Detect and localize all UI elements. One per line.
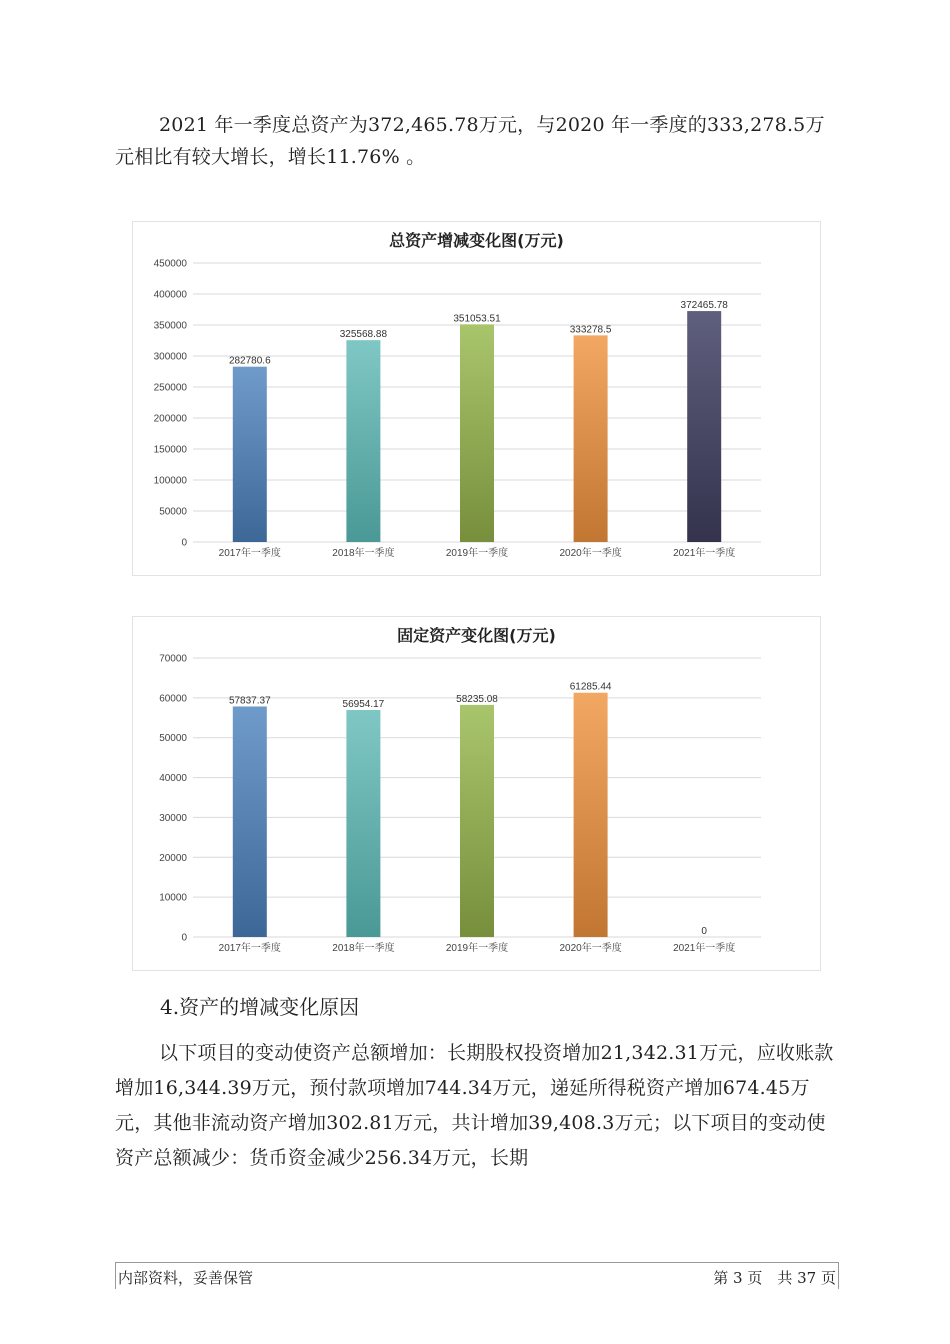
x-tick-label: 2019年一季度	[445, 943, 509, 954]
bar	[687, 311, 721, 542]
y-tick-label: 20000	[159, 852, 187, 864]
y-tick-label: 400000	[153, 289, 187, 301]
bar	[233, 367, 267, 542]
data-label: 58235.08	[456, 693, 498, 705]
data-label: 351053.51	[453, 313, 501, 325]
y-tick-label: 10000	[159, 892, 187, 904]
page-footer	[115, 1262, 839, 1289]
bar	[460, 705, 494, 937]
chart-title: 固定资产变化图(万元)	[397, 626, 556, 645]
data-label: 56954.17	[342, 698, 385, 710]
y-tick-label: 350000	[153, 320, 187, 332]
data-label: 325568.88	[339, 329, 388, 341]
data-label: 282780.6	[228, 355, 271, 367]
data-label: 372465.78	[680, 300, 728, 312]
y-tick-label: 60000	[159, 693, 187, 705]
y-tick-label: 250000	[153, 382, 187, 394]
bar	[346, 340, 380, 542]
reason-paragraph: 以下项目的变动使资产总额增加：长期股权投资增加21,342.31万元，应收账款增加16,344.39万元，预付款项增加744.34万元，递延所得税资产增加674.45万元，其他非流动资产增加302.81万元，共计增加39,408.3万元；以下项目的变动使资产总额减少：货币资金减少256.34万元，长期	[115, 1042, 834, 1169]
y-tick-label: 300000	[153, 351, 187, 363]
bar	[233, 706, 267, 937]
intro-paragraph: 2021 年一季度总资产为372,465.78万元，与2020 年一季度的333,278.5万元相比有较大增长，增长11.76% 。	[115, 114, 825, 168]
data-label: 333278.5	[569, 324, 612, 336]
fixed-assets-chart	[132, 616, 821, 971]
data-label: 0	[701, 926, 707, 937]
y-tick-label: 50000	[159, 506, 187, 518]
y-tick-label: 0	[181, 537, 187, 549]
x-tick-label: 2021年一季度	[673, 548, 736, 559]
y-tick-label: 50000	[159, 733, 187, 745]
x-tick-label: 2018年一季度	[332, 548, 395, 559]
bar	[574, 335, 608, 542]
footer-confidential-note: 内部资料，妥善保管	[118, 1269, 254, 1287]
data-label: 61285.44	[569, 681, 612, 693]
section-heading: 4.资产的增减变化原因	[160, 995, 360, 1019]
y-tick-label: 200000	[153, 413, 187, 425]
data-label: 57837.37	[228, 695, 271, 707]
bar	[460, 324, 494, 542]
bar	[346, 710, 380, 937]
total-assets-chart-svg	[133, 222, 820, 575]
footer-page-number: 第 3 页 共 37 页	[713, 1269, 836, 1287]
x-tick-label: 2017年一季度	[218, 548, 281, 559]
chart-title: 总资产增减变化图(万元)	[389, 231, 564, 250]
x-tick-label: 2021年一季度	[673, 943, 736, 954]
x-tick-label: 2017年一季度	[218, 943, 281, 954]
y-tick-label: 450000	[153, 258, 187, 270]
total-assets-chart	[132, 221, 821, 576]
bar	[574, 693, 608, 937]
x-tick-label: 2018年一季度	[332, 943, 395, 954]
x-tick-label: 2020年一季度	[559, 548, 622, 559]
x-tick-label: 2020年一季度	[559, 943, 622, 954]
fixed-assets-chart-svg	[133, 617, 820, 970]
y-tick-label: 150000	[153, 444, 187, 456]
y-tick-label: 70000	[159, 653, 187, 665]
y-tick-label: 0	[181, 932, 187, 944]
y-tick-label: 40000	[159, 773, 187, 785]
x-tick-label: 2019年一季度	[445, 548, 509, 559]
y-tick-label: 100000	[153, 475, 187, 487]
y-tick-label: 30000	[159, 812, 187, 824]
